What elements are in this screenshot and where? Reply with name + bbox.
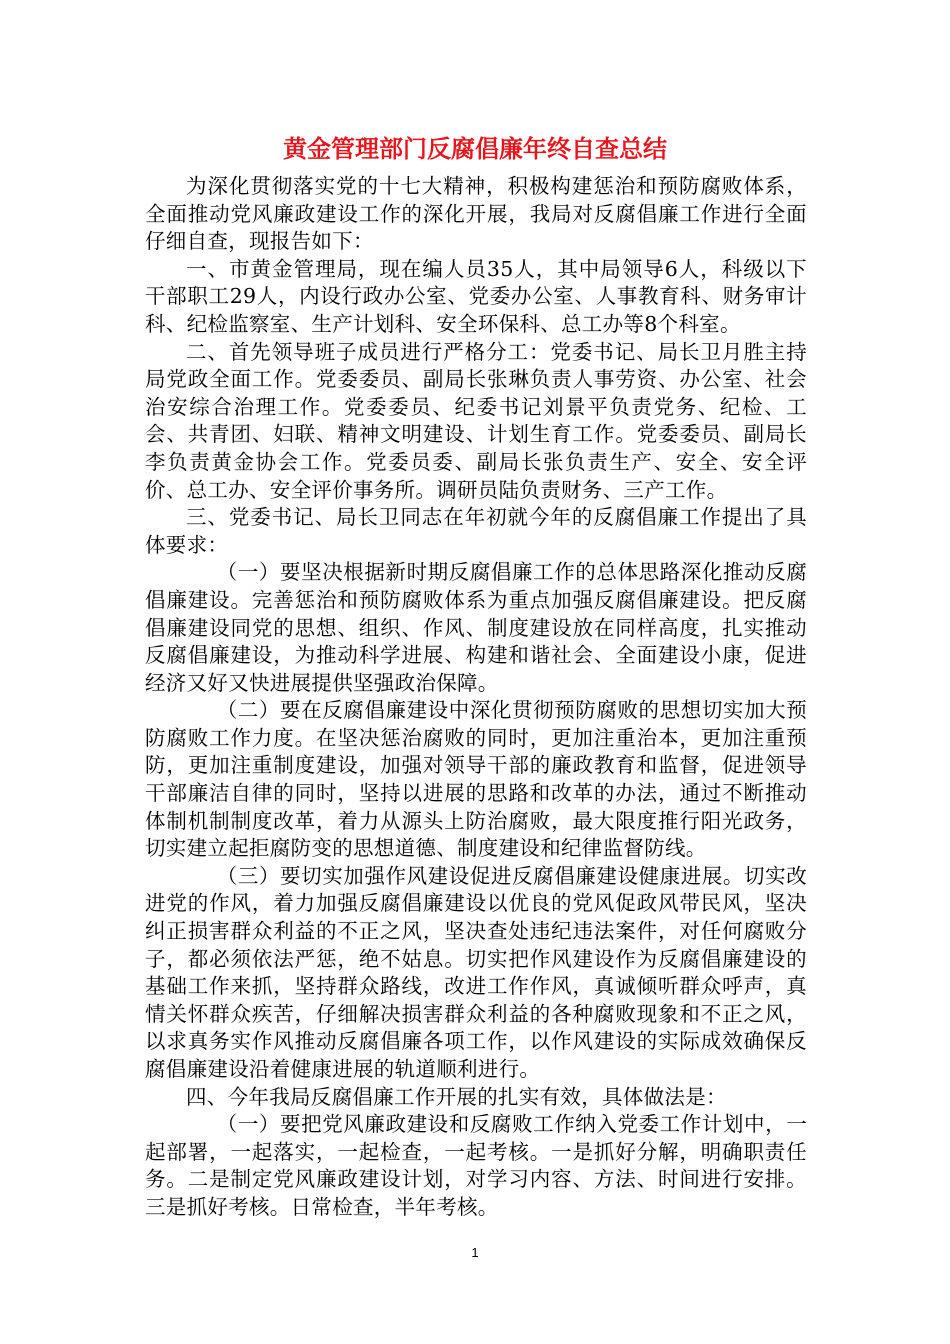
section-3-item-1-paragraph: （一）要坚决根据新时期反腐倡廉工作的总体思路深化推动反腐倡廉建设。完善惩治和预防腐败体系为重点加强反腐倡廉建设。把反腐倡廉建设同党的思想、组织、作风、制度建设放在同样高度，扎实推动反腐倡廉建设，为推动科学进展、构建和谐社会、全面建设小康，促进经济又好又快进展提供坚强政治保障。 [145,560,807,695]
document-title: 黄金管理部门反腐倡廉年终自查总结 [283,135,667,163]
section-3-item-3-paragraph: （三）要切实加强作风建设促进反腐倡廉建设健康进展。切实改进党的作风，着力加强反腐倡廉建设以优良的党风促政风带民风，坚决纠正损害群众利益的不正之风，坚决查处违纪违法案件，对任何腐败分子，都必须依法严惩，绝不姑息。切实把作风建设作为反腐倡廉建设的基础工作来抓，坚持群众路线，改进工作作风，真诚倾听群众呼声，真情关怀群众疾苦，仔细解决损害群众利益的各种腐败现象和不正之风，以求真务实作风推动反腐倡廉各项工作，以作风建设的实际成效确保反腐倡廉建设沿着健康进展的轨道顺利进行。 [145,863,807,1081]
intro-paragraph: 为深化贯彻落实党的十七大精神，积极构建惩治和预防腐败体系，全面推动党风廉政建设工作的深化开展，我局对反腐倡廉工作进行全面仔细自查，现报告如下： [145,174,807,254]
section-3-item-2-paragraph: （二）要在反腐倡廉建设中深化贯彻预防腐败的思想切实加大预防腐败工作力度。在坚决惩治腐败的同时，更加注重治本，更加注重预防，更加注重制度建设，加强对领导干部的廉政教育和监督，促进领导干部廉洁自律的同时，坚持以进展的思路和改革的办法，通过不断推动体制机制制度改革，着力从源头上防治腐败，最大限度推行阳光政务，切实建立起拒腐防变的思想道德、制度建设和纪律监督防线。 [145,698,807,861]
page-number: 1 [471,1245,479,1260]
document-body [145,173,807,1222]
section-1-paragraph: 一、市黄金管理局，现在编人员35人，其中局领导6人，科级以下干部职工29人，内设行政办公室、党委办公室、人事教育科、财务审计科、纪检监察室、生产计划科、安全环保科、总工办等8个科室。 [145,256,807,336]
section-4-item-1-paragraph: （一）要把党风廉政建设和反腐败工作纳入党委工作计划中，一起部署，一起落实，一起检查，一起考核。一是抓好分解，明确职责任务。二是制定党风廉政建设计划，对学习内容、方法、时间进行安排。三是抓好考核。日常检查，半年考核。 [145,1112,807,1219]
section-3-paragraph: 三、党委书记、局长卫同志在年初就今年的反腐倡廉工作提出了具体要求： [145,505,807,557]
section-2-paragraph: 二、首先领导班子成员进行严格分工：党委书记、局长卫月胜主持局党政全面工作。党委委员、副局长张琳负责人事劳资、办公室、社会治安综合治理工作。党委委员、纪委书记刘景平负责党务、纪检、工会、共青团、妇联、精神文明建设、计划生育工作。党委委员、副局长李负责黄金协会工作。党委员委、副局长张负责生产、安全、安全评价、总工办、安全评价事务所。调研员陆负责财务、三产工作。 [145,339,807,502]
section-4-paragraph: 四、今年我局反腐倡廉工作开展的扎实有效，具体做法是： [186,1084,727,1109]
